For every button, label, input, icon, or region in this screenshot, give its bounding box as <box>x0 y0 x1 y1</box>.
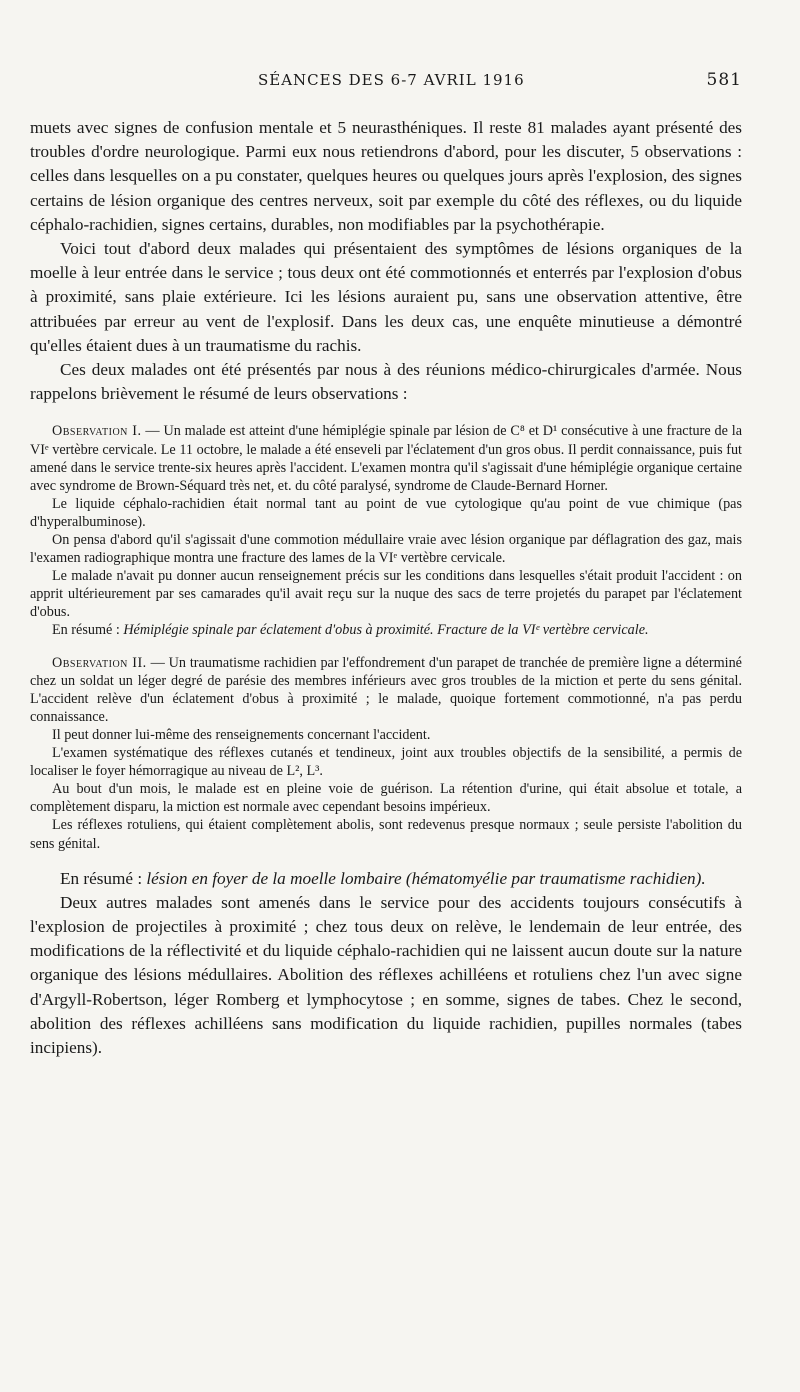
observation-2-recovery: Au bout d'un mois, le malade est en pleine voie de guérison. La rétention d'urine, qui était absolue et totale, a complètement disparu, la miction est normale avec cependant besoins impérieux. <box>30 781 742 816</box>
summary-text: lésion en foyer de la moelle lombaire (hématomyélie par traumatisme rachidien). <box>146 868 706 888</box>
paragraph-5: Deux autres malades sont amenés dans le service pour des accidents toujours consécutifs à l'explosion de projectiles à proximité ; chez tous deux on relève, le lendemain de leur entrée, des modifications de la réflectivité et du liquide céphalo-rachidien qui ne laissent aucun doute sur la nature organique des lésions médullaires. Abolition des réflexes achilléens et rotuliens chez l'un avec signe d'Argyll-Robertson, léger Romberg et lymphocytose ; en somme, signes de tabes. Chez le second, abolition des réflexes achilléens sans modification du liquide rachidien, pupilles normales (tabes incipiens). <box>30 892 742 1058</box>
header-title: SÉANCES DES 6-7 AVRIL 1916 <box>258 71 525 89</box>
observation-2-text: — Un traumatisme rachidien par l'effondrement d'un parapet de tranchée de première ligne a déterminé chez un soldat un léger degré de parésie des membres inférieurs avec gros troubles de la miction et perte du sens génital. L'accident relève d'un éclatement d'obus à proximité ; le malade, quoique fortement commotionné, n'a pas perdu connaissance. <box>30 654 742 725</box>
summary-label: En résumé : <box>60 868 147 888</box>
observation-1-csf: Le liquide céphalo-rachidien était normal tant au point de vue cytologique qu'au point de vue chimique (pas d'hyperalbuminose). <box>30 495 742 530</box>
observation-1-circumstances: Le malade n'avait pu donner aucun renseignement précis sur les conditions dans lesquelles s'était produit l'accident : on apprit ultérieurement par ses camarades qu'il avait reçu sur la nuque des sacs de terre projetés du parapet par l'éclatement d'obus. <box>30 568 742 621</box>
observation-1-text: — Un malade est atteint d'une hémiplégie spinale par lésion de C⁸ et D¹ consécutive à une fracture de la VIᵉ vertèbre cervicale. Le 11 octobre, le malade a été enseveli par l'éclatement d'un gros obus. Il perdit connaissance, puis fut amené dans le service trente-six heures après l'accident. L'examen montra qu'il s'agissait d'une hémiplégie organique certaine avec syndrome de Brown-Séquard très net, et. du côté paralysé, syndrome de Claude-Bernard Horner. <box>30 423 742 494</box>
running-header <box>258 70 742 90</box>
document-page <box>30 70 742 1060</box>
observation-2 <box>30 654 742 726</box>
page-number: 581 <box>706 70 742 90</box>
observation-1-summary-text: Hémiplégie spinale par éclatement d'obus à proximité. Fracture de la VIᵉ vertèbre cervicale. <box>123 622 649 639</box>
paragraph-summary <box>30 867 742 891</box>
observation-2-reflexes: Les réflexes rotuliens, qui étaient complètement abolis, sont redevenus presque normaux ; seule persiste l'abolition du sens génital. <box>30 817 742 852</box>
observation-1-radiography: On pensa d'abord qu'il s'agissait d'une commotion médullaire vraie avec lésion organique par déflagration des gaz, mais l'examen radiographique montra une fracture des lames de la VIᵉ vertèbre cervicale. <box>30 532 742 567</box>
observation-2-heading: Observation II. <box>52 654 147 671</box>
observation-1 <box>30 422 742 494</box>
observation-2-information: Il peut donner lui-même des renseignements concernant l'accident. <box>52 726 431 743</box>
observation-2-examination: L'examen systématique des réflexes cutanés et tendineux, joint aux troubles objectifs de la sensibilité, a permis de localiser le foyer hémorragique au niveau de L², L³. <box>30 745 742 780</box>
paragraph-3: Ces deux malades ont été présentés par nous à des réunions médico-chirurgicales d'armée. Nous rappelons brièvement le résumé de leurs observations : <box>30 360 742 404</box>
observation-1-summary <box>30 621 742 639</box>
observation-1-heading: Observation I. <box>52 423 142 440</box>
observation-1-summary-label: En résumé : <box>52 622 124 639</box>
paragraph-2: Voici tout d'abord deux malades qui présentaient des symptômes de lésions organiques de la moelle à leur entrée dans le service ; tous deux ont été commotionnés et enterrés par l'explosion d'obus à proximité, sans plaie extérieure. Ici les lésions auraient pu, sans une observation attentive, être attribuées par erreur au vent de l'explosif. Dans les deux cas, une enquête minutieuse a démontré qu'elles étaient dues à un traumatisme du rachis. <box>30 239 742 355</box>
paragraph-1: muets avec signes de confusion mentale et 5 neurasthéniques. Il reste 81 malades ayant présenté des troubles d'ordre neurologique. Parmi eux nous retiendrons d'abord, pour les discuter, 5 observations : celles dans lesquelles on a pu constater, quelques heures ou quelques jours après l'explosion, des signes certains de lésion organique des centres nerveux, soit par exemple du côté des réflexes, ou du liquide céphalo-rachidien, signes certains, durables, non modifiables par la psychothérapie. <box>30 118 742 234</box>
